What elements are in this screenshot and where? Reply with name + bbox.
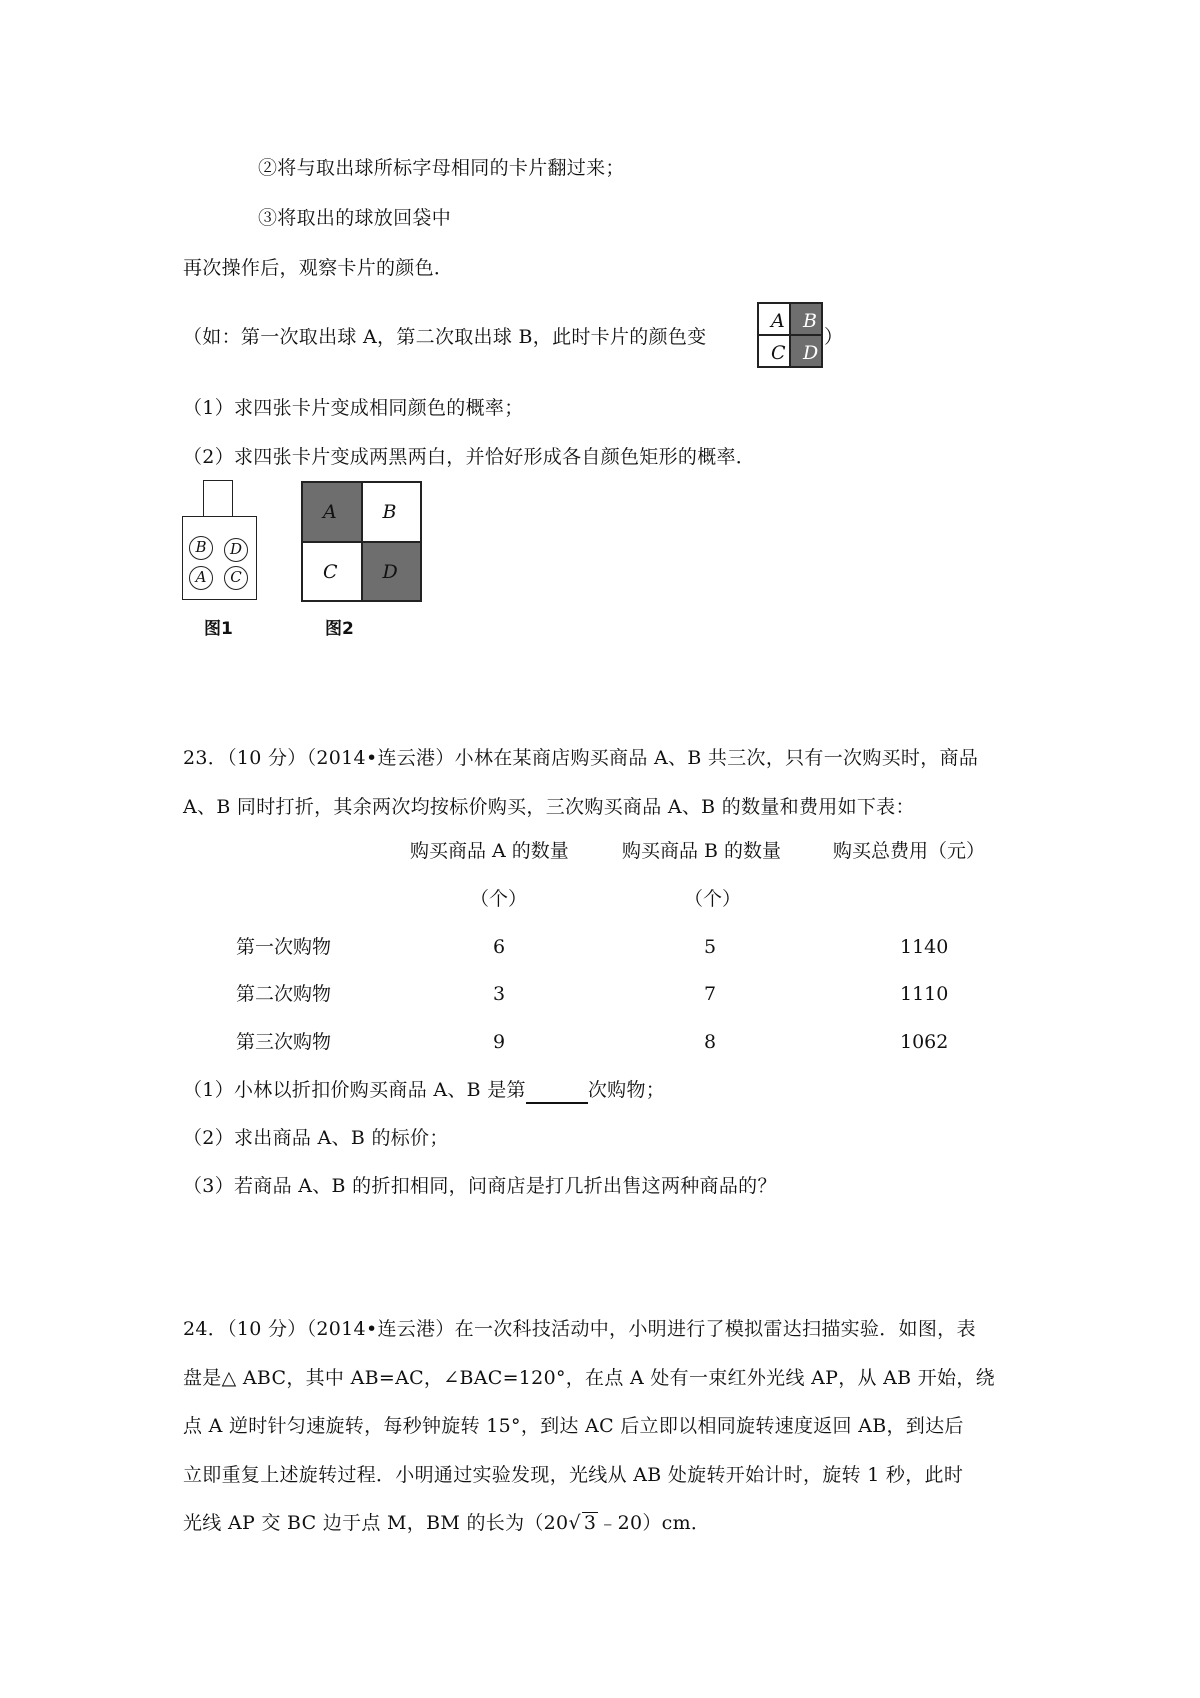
card-label: A [771,310,785,332]
table-cell-total: 1110 [900,983,949,1005]
table-cell-total: 1140 [900,936,949,958]
figure-1-caption: 图1 [204,619,233,639]
example-text [183,325,706,349]
q24-line-4: 立即重复上述旋转过程．小明通过实验发现，光线从 AB 处旋转开始计时，旋转 1 秒，此时 [183,1464,964,1486]
card-label: B [382,501,397,523]
card-a [302,482,362,542]
q24-line-3: 点 A 逆时针匀速旋转，每秒钟旋转 15°，到达 AC 后立即以相同旋转速度返回 AB，到达后 [183,1415,964,1437]
observe-text: 再次操作后，观察卡片的颜色． [183,257,454,279]
table-cell-a: 9 [493,1031,506,1053]
ball-d: D [224,538,248,562]
table-unit-a: （个） [470,888,528,910]
card-d [362,542,422,602]
table-row-label: 第三次购物 [236,1031,332,1053]
table-cell-b: 7 [704,983,717,1005]
q22-part-1: （1）求四张卡片变成相同颜色的概率； [183,397,524,419]
small-card-figure [757,302,823,368]
q23-part-1-pre: （1）小林以折扣价购买商品 A、B 是第 [183,1079,526,1101]
q23-line-2: A、B 同时打折，其余两次均按标价购买，三次购买商品 A、B 的数量和费用如下表： [183,796,915,818]
step-3-text: ③将取出的球放回袋中 [258,207,452,229]
ball-a: A [189,566,213,590]
small-card-c [758,335,790,367]
table-unit-b: （个） [684,888,742,910]
card-b [362,482,422,542]
step-2-text: ②将与取出球所标字母相同的卡片翻过来； [258,157,625,179]
table-header-a: 购买商品 A 的数量 [410,840,569,862]
answer-blank[interactable] [526,1078,588,1104]
table-cell-b: 5 [704,936,717,958]
q24-line-2: 盘是△ ABC，其中 AB=AC，∠BAC=120°，在点 A 处有一束红外光线 AP，从 AB 开始，绕 [183,1367,995,1389]
q23-part-1 [183,1078,665,1104]
table-cell-b: 8 [704,1031,717,1053]
table-cell-total: 1062 [900,1031,949,1053]
table-cell-a: 6 [493,936,506,958]
table-cell-a: 3 [493,983,506,1005]
sqrt-icon: √ [568,1512,581,1534]
small-card-d [790,335,822,367]
q24-line-5-pre: 光线 AP 交 BC 边于点 M，BM 的长为（20 [183,1512,569,1534]
table-header-total: 购买总费用（元） [833,840,986,862]
example-close-paren: ） [824,326,844,348]
card-label: D [803,342,819,364]
card-label: A [323,501,337,523]
table-row-label: 第二次购物 [236,983,332,1005]
q23-part-1-post: 次购物； [587,1079,666,1101]
q22-part-2: （2）求四张卡片变成两黑两白，并恰好形成各自颜色矩形的概率． [183,446,756,468]
card-grid-figure [301,481,422,602]
q23-part-2: （2）求出商品 A、B 的标价； [183,1127,449,1149]
q23-line-1: 23．（10 分）（2014•连云港）小林在某商店购买商品 A、B 共三次，只有一次购买时，商品 [183,747,979,769]
small-card-b [790,303,822,335]
card-label: C [323,560,338,583]
card-label: B [803,310,817,332]
card-label: D [382,560,398,583]
q23-part-3: （3）若商品 A、B 的折扣相同，问商店是打几折出售这两种商品的？ [183,1175,777,1197]
sqrt-radicand: 3 [583,1512,597,1534]
q24-line-1: 24．（10 分）（2014•连云港）在一次科技活动中，小明进行了模拟雷达扫描实验．如图，表 [183,1318,976,1340]
card-label: C [771,342,786,364]
bag-neck [203,480,233,517]
figure-2-caption: 图2 [325,619,354,639]
card-c [302,542,362,602]
small-card-a [758,303,790,335]
ball-b: B [189,536,213,560]
example-main: （如：第一次取出球 A，第二次取出球 B，此时卡片的颜色变 [183,326,707,348]
q24-line-5-post: ﹣20）cm． [598,1512,711,1534]
ball-c: C [224,566,248,590]
table-row-label: 第一次购物 [236,936,332,958]
table-header-b: 购买商品 B 的数量 [622,840,782,862]
q24-line-5 [183,1511,710,1535]
